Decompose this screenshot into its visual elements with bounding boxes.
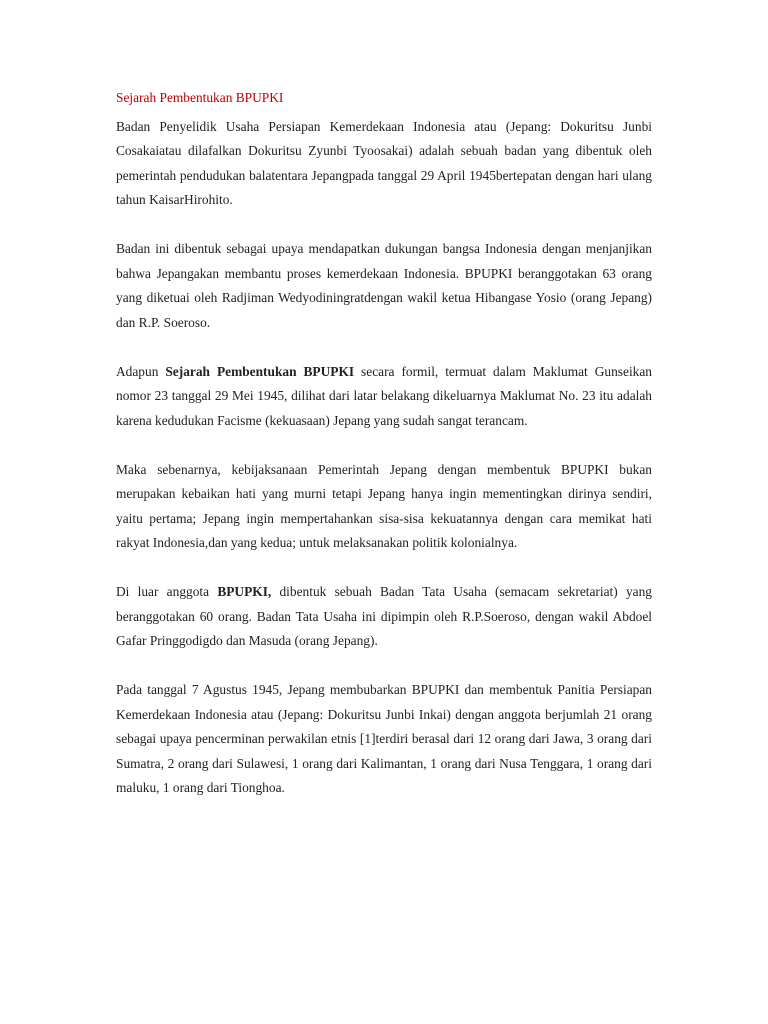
document-page — [116, 86, 652, 825]
paragraph-text: Adapun — [116, 363, 166, 379]
paragraph — [116, 458, 652, 556]
paragraph-text: secara formil, termuat dalam Maklumat Gunseikan nomor 23 tanggal 29 Mei 1945, dilihat dari latar belakang dikeluarnya Maklumat No. 23 itu adalah karena kedudukan Facisme (kekuasaan) Jepang yang sudah sangat terancam. — [116, 363, 652, 428]
paragraph — [116, 678, 652, 801]
paragraph — [116, 580, 652, 654]
paragraph-text: dibentuk sebuah Badan Tata Usaha (semacam sekretariat) yang beranggotakan 60 orang. Badan Tata Usaha ini dipimpin oleh R.P.Soeroso, dengan wakil Abdoel Gafar Pringgodigdo dan Masuda (orang Jepang). — [116, 584, 652, 648]
paragraph-text: Badan Penyelidik Usaha Persiapan Kemerdekaan Indonesia atau (Jepang: Dokuritsu Junbi Cosakaiatau dilafalkan Dokuritsu Zyunbi Tyoosakai) adalah sebuah badan yang dibentuk oleh pemerintah pendudukan balatentara Jepangpada tanggal 29 April 1945bertepatan dengan hari ulang tahun KaisarHirohito. — [116, 118, 652, 207]
paragraph — [116, 360, 652, 434]
bold-text: Sejarah Pembentukan BPUPKI — [165, 363, 355, 379]
document-body — [116, 115, 652, 801]
document-title: Sejarah Pembentukan BPUPKI — [116, 90, 284, 105]
bold-text: BPUPKI, — [217, 584, 272, 599]
paragraph-text: Maka sebenarnya, kebijaksanaan Pemerintah Jepang dengan membentuk BPUPKI bukan merupakan kebaikan hati yang murni tetapi Jepang hanya ingin mementingkan dirinya sendiri, yaitu pertama; Jepang ingin mempertahankan sisa-sisa kekuatannya dengan cara memikat hati rakyat Indonesia,dan yang kedua; untuk melaksanakan politik kolonialnya. — [116, 461, 652, 550]
paragraph — [116, 237, 652, 335]
paragraph-text: Pada tanggal 7 Agustus 1945, Jepang membubarkan BPUPKI dan membentuk Panitia Persiapan Kemerdekaan Indonesia atau (Jepang: Dokuritsu Junbi Inkai) dengan anggota berjumlah 21 orang sebagai upaya pencerminan perwakilan etnis [1]terdiri berasal dari 12 orang dari Jawa, 3 orang dari Sumatra, 2 orang dari Sulawesi, 1 orang dari Kalimantan, 1 orang dari Nusa Tenggara, 1 orang dari maluku, 1 orang dari Tionghoa. — [116, 682, 652, 795]
paragraph — [116, 115, 652, 213]
paragraph-text: Badan ini dibentuk sebagai upaya mendapatkan dukungan bangsa Indonesia dengan menjanjikan bahwa Jepangakan membantu proses kemerdekaan Indonesia. BPUPKI beranggotakan 63 orang yang diketuai oleh Radjiman Wedyodiningratdengan wakil ketua Hibangase Yosio (orang Jepang) dan R.P. Soeroso. — [116, 241, 652, 330]
paragraph-text: Di luar anggota — [116, 584, 218, 599]
